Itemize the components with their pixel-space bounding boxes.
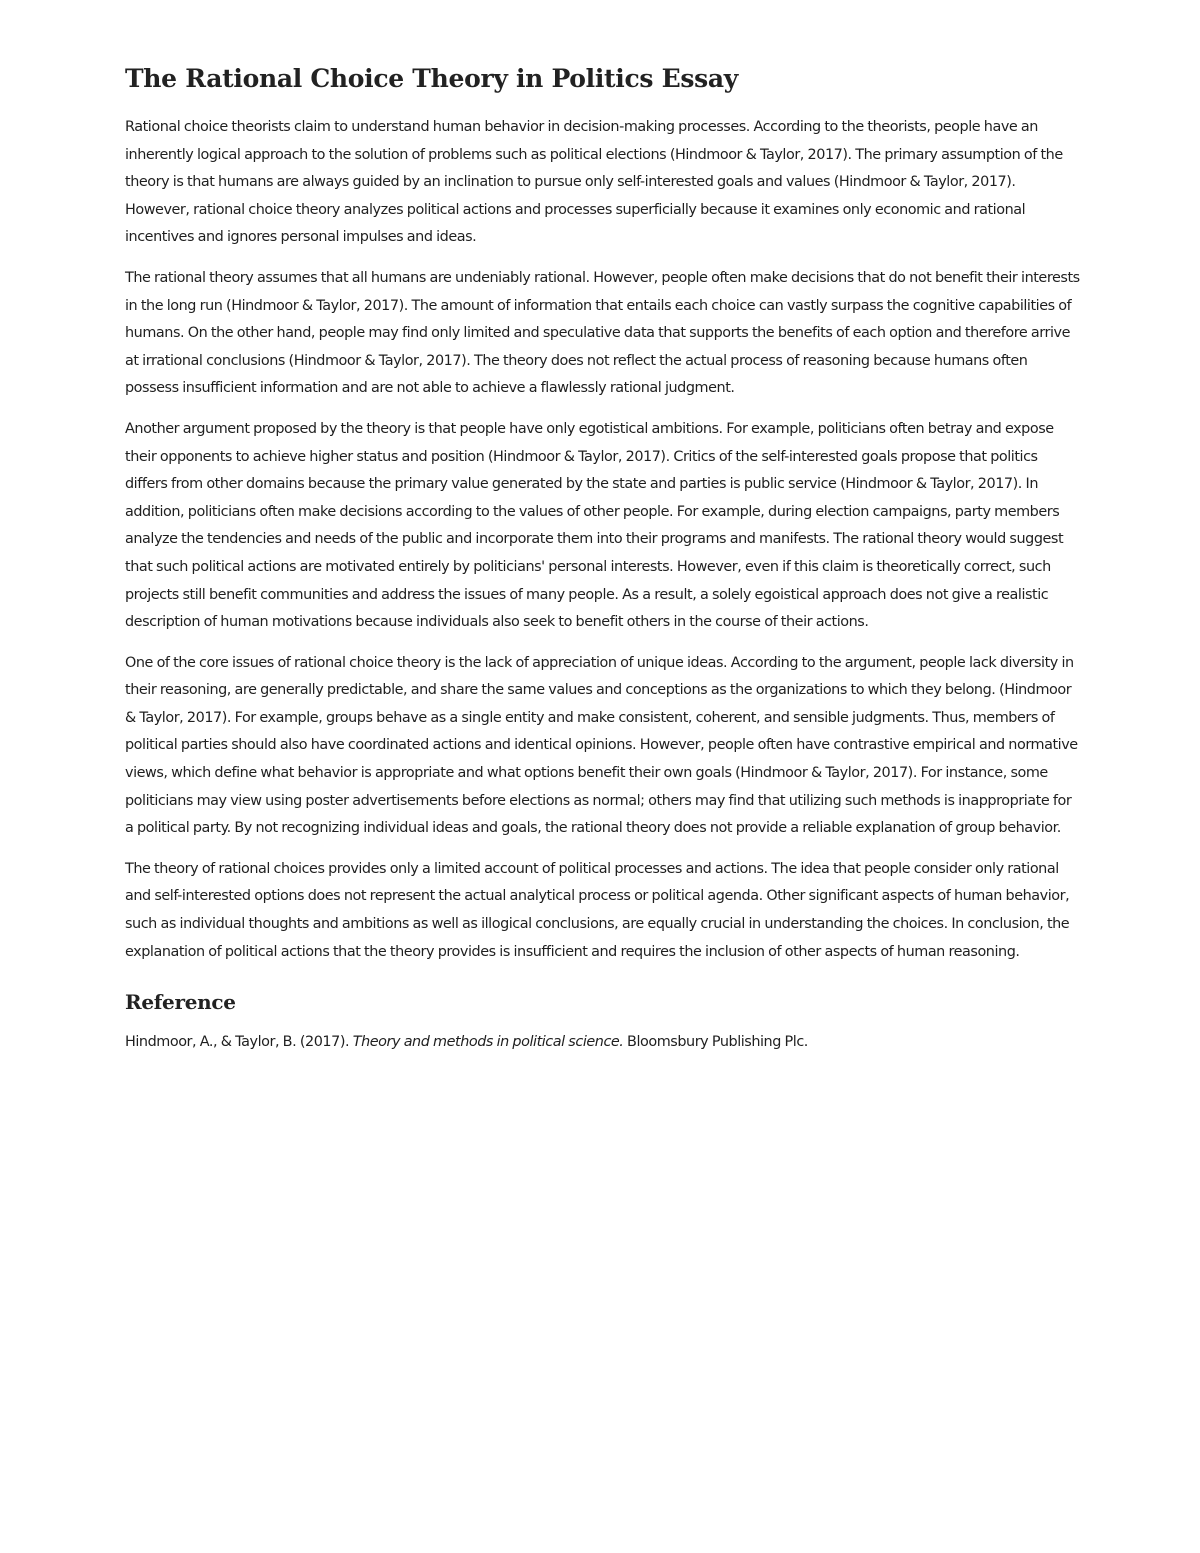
reference-entry <box>125 1029 1080 1057</box>
paragraph-2: The rational theory assumes that all humans are undeniably rational. However, people often make decisions that do not benefit their interests in the long run (Hindmoor & Taylor, 2017). The amount of information that entails each choice can vastly surpass the cognitive capabilities of humans. On the other hand, people may find only limited and speculative data that supports the benefits of each option and therefore arrive at irrational conclusions (Hindmoor & Taylor, 2017). The theory does not reflect the actual process of reasoning because humans often possess insufficient information and are not able to achieve a flawlessly rational judgment. <box>125 269 1080 397</box>
paragraph-3: Another argument proposed by the theory is that people have only egotistical ambitions. For example, politicians often betray and expose their opponents to achieve higher status and position (Hindmoor & Taylor, 2017). Critics of the self-interested goals propose that politics differs from other domains because the primary value generated by the state and parties is public service (Hindmoor & Taylor, 2017). In addition, politicians often make decisions according to the values of other people. For example, during election campaigns, party members analyze the tendencies and needs of the public and incorporate them into their programs and manifests. The rational theory would suggest that such political actions are motivated entirely by politicians' personal interests. However, even if this claim is theoretically correct, such projects still benefit communities and address the issues of many people. As a result, a solely egoistical approach does not give a realistic description of human motivations because individuals also seek to benefit others in the course of their actions. <box>125 420 1064 631</box>
reference-authors: Hindmoor, A., & Taylor, B. (2017). <box>125 1034 353 1051</box>
reference-publisher: Bloomsbury Publishing Plc. <box>623 1034 808 1051</box>
paragraph-4: One of the core issues of rational choice theory is the lack of appreciation of unique ideas. According to the argument, people lack diversity in their reasoning, are generally predictable, and share the same values and conceptions as the organizations to which they belong. (Hindmoor & Taylor, 2017). For example, groups behave as a single entity and make consistent, coherent, and sensible judgments. Thus, members of political parties should also have coordinated actions and identical opinions. However, people often have contrastive empirical and normative views, which define what behavior is appropriate and what options benefit their own goals (Hindmoor & Taylor, 2017). For instance, some politicians may view using poster advertisements before elections as normal; others may find that utilizing such methods is inappropriate for a political party. By not recognizing individual ideas and goals, the rational theory does not provide a reliable explanation of group behavior. <box>125 654 1078 837</box>
paragraph-5: The theory of rational choices provides only a limited account of political processes and actions. The idea that people consider only rational and self-interested options does not represent the actual analytical process or political agenda. Other significant aspects of human behavior, such as individual thoughts and ambitions as well as illogical conclusions, are equally crucial in understanding the choices. In conclusion, the explanation of political actions that the theory provides is insufficient and requires the inclusion of other aspects of human reasoning. <box>125 860 1070 960</box>
page-title: The Rational Choice Theory in Politics Essay <box>125 64 739 93</box>
reference-heading: Reference <box>125 990 236 1015</box>
paragraph-1: Rational choice theorists claim to understand human behavior in decision-making processes. According to the theorists, people have an inherently logical approach to the solution of problems such as political elections (Hindmoor & Taylor, 2017). The primary assumption of the theory is that humans are always guided by an inclination to pursue only self-interested goals and values (Hindmoor & Taylor, 2017). However, rational choice theory analyzes political actions and processes superficially because it examines only economic and rational incentives and ignores personal impulses and ideas. <box>125 119 1063 246</box>
reference-title: Theory and methods in political science. <box>352 1034 624 1051</box>
document-page <box>125 62 1080 1057</box>
